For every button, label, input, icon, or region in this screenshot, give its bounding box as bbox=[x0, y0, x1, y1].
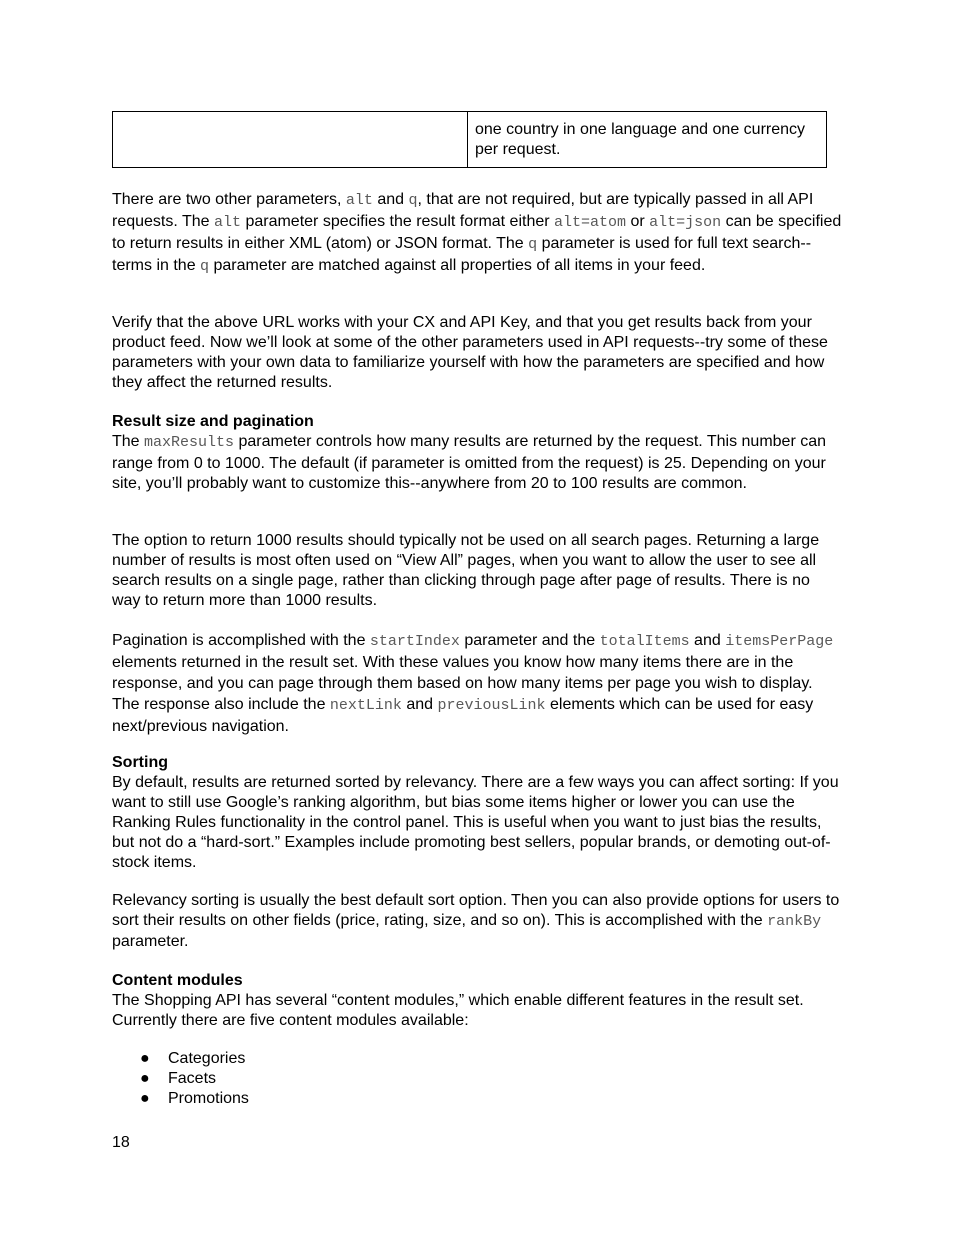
text-run: Relevancy sorting is usually the best default sort option. Then you can also provide options for users to sort their results on other fields (price, rating, size, and so on). This is accomplished with the bbox=[112, 892, 840, 929]
table-cell-right: one country in one language and one currency per request. bbox=[468, 112, 827, 168]
bullet-icon: ● bbox=[140, 1070, 150, 1087]
table-continuation bbox=[112, 111, 827, 168]
list-item bbox=[112, 1049, 249, 1069]
text-run: parameter controls how many results are returned by the request. This number can range from 0 to 1000. The default (if parameter is omitted from the request) is 25. Depending on your site, you’ll probably want to customize this--anywhere from 20 to 100 results are common. bbox=[112, 433, 827, 492]
code-startindex: startIndex bbox=[369, 633, 460, 650]
paragraph-alt-q-parameters bbox=[112, 189, 842, 277]
paragraph-relevancy bbox=[112, 891, 842, 952]
list-item-label: Categories bbox=[168, 1050, 246, 1067]
text-run: The bbox=[112, 433, 145, 450]
text-run: or bbox=[626, 213, 650, 230]
code-totalitems: totalItems bbox=[599, 633, 690, 650]
heading-result-size: Result size and pagination bbox=[112, 413, 314, 430]
content-modules-list bbox=[112, 1049, 249, 1109]
text-run: parameter and the bbox=[459, 632, 600, 649]
text-run: and bbox=[401, 696, 438, 713]
bullet-icon: ● bbox=[140, 1090, 150, 1107]
code-alt: alt bbox=[345, 192, 373, 209]
list-item bbox=[112, 1069, 249, 1089]
code-alt-json: alt=json bbox=[649, 214, 722, 231]
text-run: parameter are matched against all properties of all items in your feed. bbox=[209, 257, 706, 274]
text-run: and bbox=[689, 632, 726, 649]
code-rankby: rankBy bbox=[767, 913, 822, 930]
paragraph-1000-results: The option to return 1000 results should typically not be used on all search pages. Returning a large number of results is most often used on “View All” pages, when you want to allow the user to see all search results on a single page, rather than clicking through page after page of results. There is no way to return more than 1000 results. bbox=[112, 532, 820, 609]
text-run: parameter. bbox=[112, 933, 189, 950]
text-run: elements returned in the result set. With these values you know how many items there are in the response, and you can page through them based on how many items per page you wish to display. The response also include the bbox=[112, 654, 813, 713]
text-run: parameter specifies the result format either bbox=[241, 213, 555, 230]
code-previouslink: previousLink bbox=[437, 697, 546, 714]
text-run: parameter is used for full text search--terms in the bbox=[112, 235, 812, 274]
text-run: There are two other parameters, bbox=[112, 191, 346, 208]
text-run: elements which can be used for easy next/previous navigation. bbox=[112, 696, 814, 735]
page-number: 18 bbox=[112, 1134, 130, 1151]
code-q: q bbox=[200, 258, 210, 275]
paragraph-content-modules: The Shopping API has several “content modules,” which enable different features in the result set. Currently there are five content modules available: bbox=[112, 992, 804, 1029]
list-item-label: Facets bbox=[168, 1070, 217, 1087]
code-q: q bbox=[528, 236, 538, 253]
paragraph-sorting: By default, results are returned sorted by relevancy. There are a few ways you can affect sorting: If you want to still use Google’s ranking algorithm, but bias some items higher or lower you can use the Ranking Rules functionality in the control panel. This is useful when you want to just bias the results, but not do a “hard-sort.” Examples include promoting best sellers, popular brands, or demoting out-of-stock items. bbox=[112, 774, 839, 871]
code-alt-atom: alt=atom bbox=[554, 214, 627, 231]
heading-content-modules: Content modules bbox=[112, 972, 243, 989]
table-cell-left bbox=[113, 112, 468, 168]
text-run: Pagination is accomplished with the bbox=[112, 632, 370, 649]
table-row bbox=[113, 112, 827, 168]
bullet-icon: ● bbox=[140, 1050, 150, 1067]
text-run: , that are not required, but are typically passed in all API requests. The bbox=[112, 191, 814, 230]
code-itemsperpage: itemsPerPage bbox=[725, 633, 834, 650]
paragraph-maxresults bbox=[112, 432, 842, 495]
code-alt: alt bbox=[213, 214, 241, 231]
text-run: and bbox=[372, 191, 409, 208]
heading-sorting: Sorting bbox=[112, 754, 168, 771]
code-nextlink: nextLink bbox=[329, 697, 402, 714]
text-run: can be specified to return results in either XML (atom) or JSON format. The bbox=[112, 213, 842, 252]
paragraph-pagination bbox=[112, 630, 842, 737]
list-item bbox=[112, 1089, 249, 1109]
list-item-label: Promotions bbox=[168, 1090, 249, 1107]
paragraph-verify-url: Verify that the above URL works with your CX and API Key, and that you get results back from your product feed. Now we’ll look at some of the other parameters used in API requests--try some of these parameters with your own data to familiarize yourself with how the parameters are specified and how they affect the returned results. bbox=[112, 314, 828, 391]
code-q: q bbox=[408, 192, 418, 209]
code-maxresults: maxResults bbox=[144, 434, 235, 451]
